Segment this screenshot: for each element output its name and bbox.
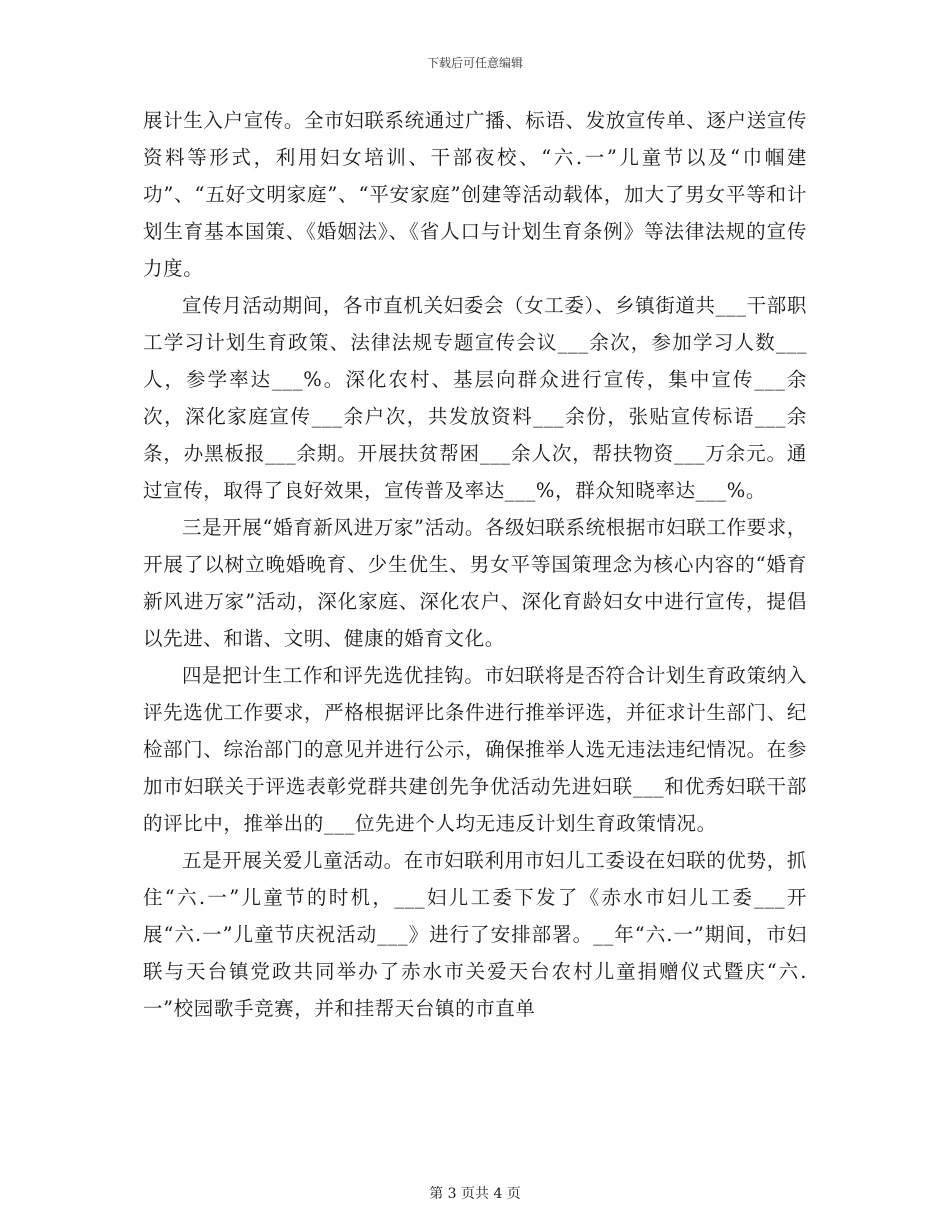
paragraph-4: 四是把计生工作和评先选优挂钩。市妇联将是否符合计划生育政策纳入评先选优工作要求，严格根据评比条件进行推举评选，并征求计生部门、纪检部门、综治部门的意见并进行公示，确保推举人选无违法违纪情况。在参加市妇联关于评选表彰党群共建创先争优活动先进妇联___和优秀妇联干部的评比中，推举出的___位先进个人均无违反计划生育政策情况。 xyxy=(143,664,807,835)
paragraph-2: 宣传月活动期间，各市直机关妇委会（女工委）、乡镇街道共___干部职工学习计划生育政策、法律法规专题宣传会议___余次，参加学习人数___人，参学率达___%。深化农村、基层向群众进行宣传，集中宣传___余次，深化家庭宣传___余户次，共发放资料___余份，张贴宣传标语___余条，办黑板报___余期。开展扶贫帮困___余人次，帮扶物资___万余元。通过宣传，取得了良好效果，宣传普及率达___%，群众知晓率达___%。 xyxy=(143,294,807,502)
paragraph-5: 五是开展关爱儿童活动。在市妇联利用市妇儿工委设在妇联的优势，抓住“六.一”儿童节的时机，___妇儿工委下发了《赤水市妇儿工委___开展“六.一”儿童节庆祝活动___》进行了安排部署。__年“六.一”期间，市妇联与天台镇党政共同举办了赤水市关爱天台农村儿童捐赠仪式暨庆“六.一”校园歌手竞赛，并和挂帮天台镇的市直单 xyxy=(143,849,807,1020)
paragraph-1: 展计生入户宣传。全市妇联系统通过广播、标语、发放宣传单、逐户送宣传资料等形式，利用妇女培训、干部夜校、“六.一”儿童节以及“巾帼建功”、“五好文明家庭”、“平安家庭”创建等活动载体，加大了男女平等和计划生育基本国策、《婚姻法》、《省人口与计划生育条例》等法律法规的宣传力度。 xyxy=(143,109,807,280)
page-footer: 第 3 页共 4 页 xyxy=(429,1186,521,1202)
paragraph-3: 三是开展“婚育新风进万家”活动。各级妇联系统根据市妇联工作要求，开展了以树立晚婚晚育、少生优生、男女平等国策理念为核心内容的“婚育新风进万家”活动，深化家庭、深化农户、深化育龄妇女中进行宣传，提倡以先进、和谐、文明、健康的婚育文化。 xyxy=(143,516,807,650)
document-body xyxy=(143,102,807,1027)
page-header: 下载后可任意编辑 xyxy=(426,56,523,70)
